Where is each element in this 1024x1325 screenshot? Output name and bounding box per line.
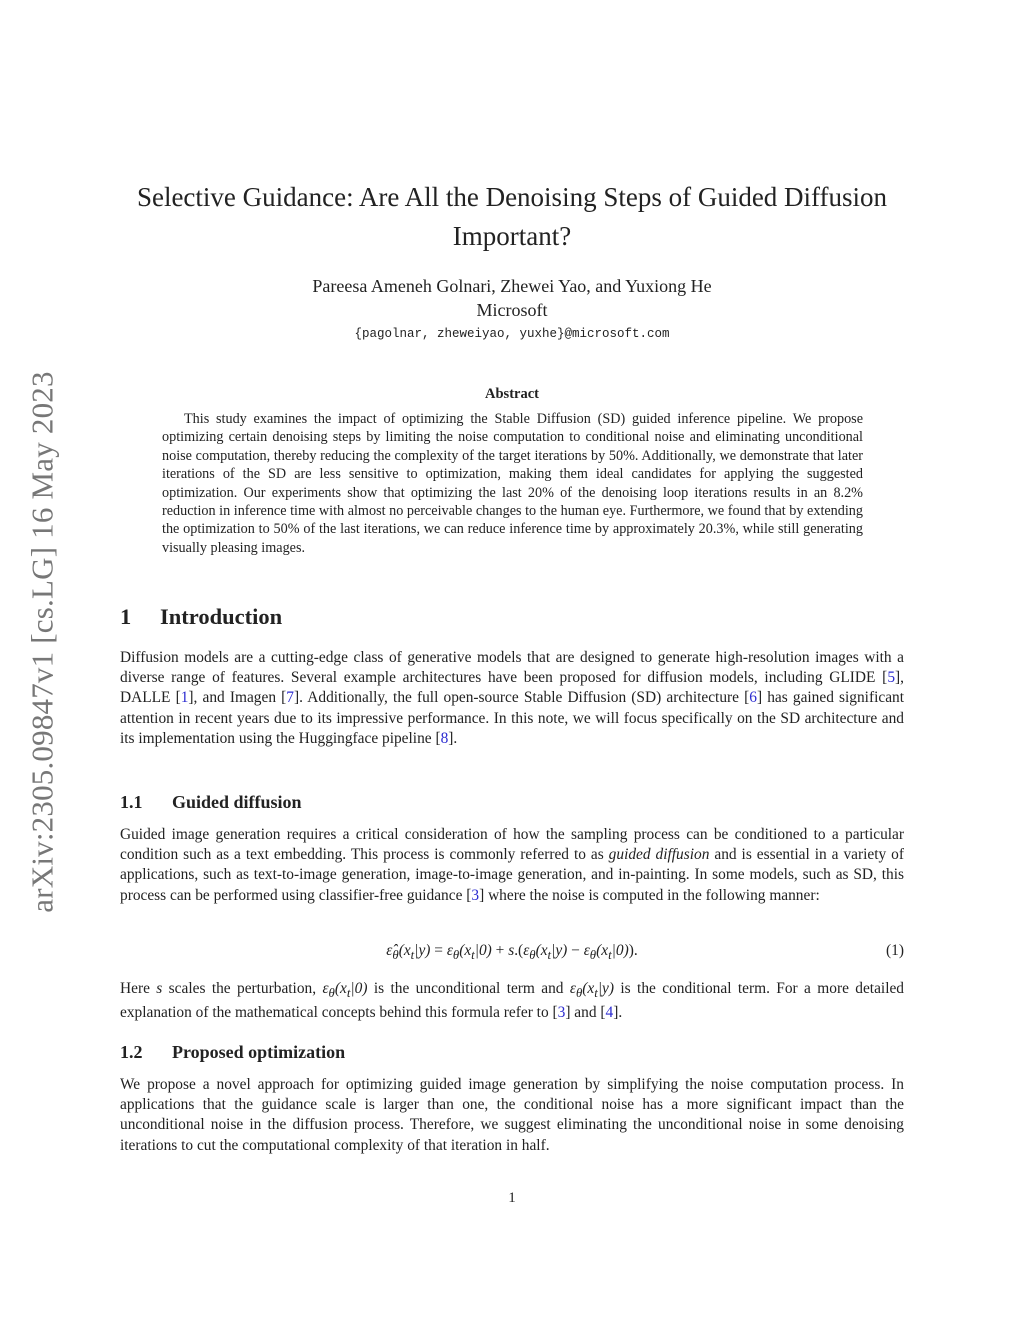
section-number: 1 [120,604,132,629]
equation-number: (1) [886,942,904,959]
conditional-term: $\varepsilon_\theta(x_t|y)$ [569,980,615,1001]
proposed-optimization-paragraph: We propose a novel approach for optimizing guided image generation by simplifying the noise computation process. In applications that the guidance scale is larger than one, the conditional noise has a more significant impact than the unconditional noise in the diffusion process. Therefore, we suggest eliminating the unconditional noise in some denoising iterations to cut the computational complexity of that iteration in half. [120,1076,904,1154]
arxiv-identifier-text: arXiv:2305.09847v1 [cs.LG] 16 May 2023 [25,371,61,913]
citation-link[interactable]: 7 [286,689,294,707]
section-heading-introduction [120,604,282,630]
section-title: Introduction [160,604,283,629]
equation-1 [120,940,904,964]
subsection-title: Guided diffusion [172,792,302,812]
subsection-number: 1.1 [120,792,143,812]
introduction-paragraph: Diffusion models are a cutting-edge class of generative models that are designed to generate high-resolution images with a diverse range of features. Several example architectures have been proposed for diffusion models, including GLIDE [5], DALLE [1], and Imagen [7]. Additionally, the full open-source Stable Diffusion (SD) architecture [6] has gained significant attention in recent years due to its impressive performance. In this note, we will focus specifically on the SD architecture and its implementation using the Huggingface pipeline [8]. [120,649,904,747]
subsection-heading-proposed-optimization [120,1042,345,1063]
author-list: Pareesa Ameneh Golnari, Zhewei Yao, and Yuxiong He [312,276,712,296]
guided-diffusion-paragraph: Guided image generation requires a critical consideration of how the sampling process can be conditioned to a particular condition such as a text embedding. This process is commonly referred to as guided diffusion and is essential in a variety of applications, such as text-to-image generation, image-to-image generation, and in-painting. In some models, such as SD, this process can be performed using classifier-free guidance [3] where the noise is computed in the following manner: [120,826,904,904]
unconditional-term: $\varepsilon_\theta(x_t|0)$ [322,980,368,1001]
author-emails: {pagolnar, zheweiyao, yuxhe}@microsoft.com [354,327,670,341]
citation-link[interactable]: 3 [471,886,480,904]
equation-body: $\varepsilon̂_\theta(x_t|y) = \varepsilon_\theta(x_t|0) + s.(\varepsilon_\theta(x_t|y) - \varepsilon_\theta(x_t|0))$. [386,942,638,963]
subsection-number: 1.2 [120,1042,143,1062]
citation-link[interactable]: 3 [557,1004,566,1022]
citation-link[interactable]: 8 [440,729,449,747]
citation-link[interactable]: 4 [605,1004,614,1022]
abstract-body: This study examines the impact of optimizing the Stable Diffusion (SD) guided inference pipeline. We propose optimizing certain denoising steps by limiting the noise computation to conditional noise and eliminating unconditional noise computation, thereby reducing the complexity of the target iterations by 50%. Additionally, we demonstrate that later iterations of the SD are less sensitive to optimization, making them ideal candidates for applying the suggested optimization. Our experiments show that optimizing the last 20% of the denoising loop iterations results in an 8.2% reduction in inference time with almost no perceivable changes to the human eye. Furthermore, we found that by extending the optimization to 50% of the last iterations, we can reduce inference time by approximately 20.3%, while still generating visually pleasing images. [162,411,863,556]
paper-title: Selective Guidance: Are All the Denoising Steps of Guided Diffusion Important? [136,182,888,251]
emphasized-term: guided diffusion [608,846,710,864]
equation-explanation-paragraph: Here s scales the perturbation, $\varepsilon_\theta(x_t|0)$ is the unconditional term and $\varepsilon_\theta(x_t|y)$ is the conditional term. For a more detailed explanation of the mathematical concepts behind this formula refer to [3] and [4]. [120,980,904,1022]
page-number: 1 [508,1190,516,1206]
citation-link[interactable]: 1 [180,689,189,707]
abstract-heading: Abstract [485,386,539,402]
arxiv-identifier-stamp [25,348,61,936]
affiliation: Microsoft [476,300,548,320]
citation-link[interactable]: 6 [749,689,757,707]
subsection-heading-guided-diffusion [120,792,302,813]
citation-link[interactable]: 5 [887,669,896,687]
subsection-title: Proposed optimization [172,1042,346,1062]
